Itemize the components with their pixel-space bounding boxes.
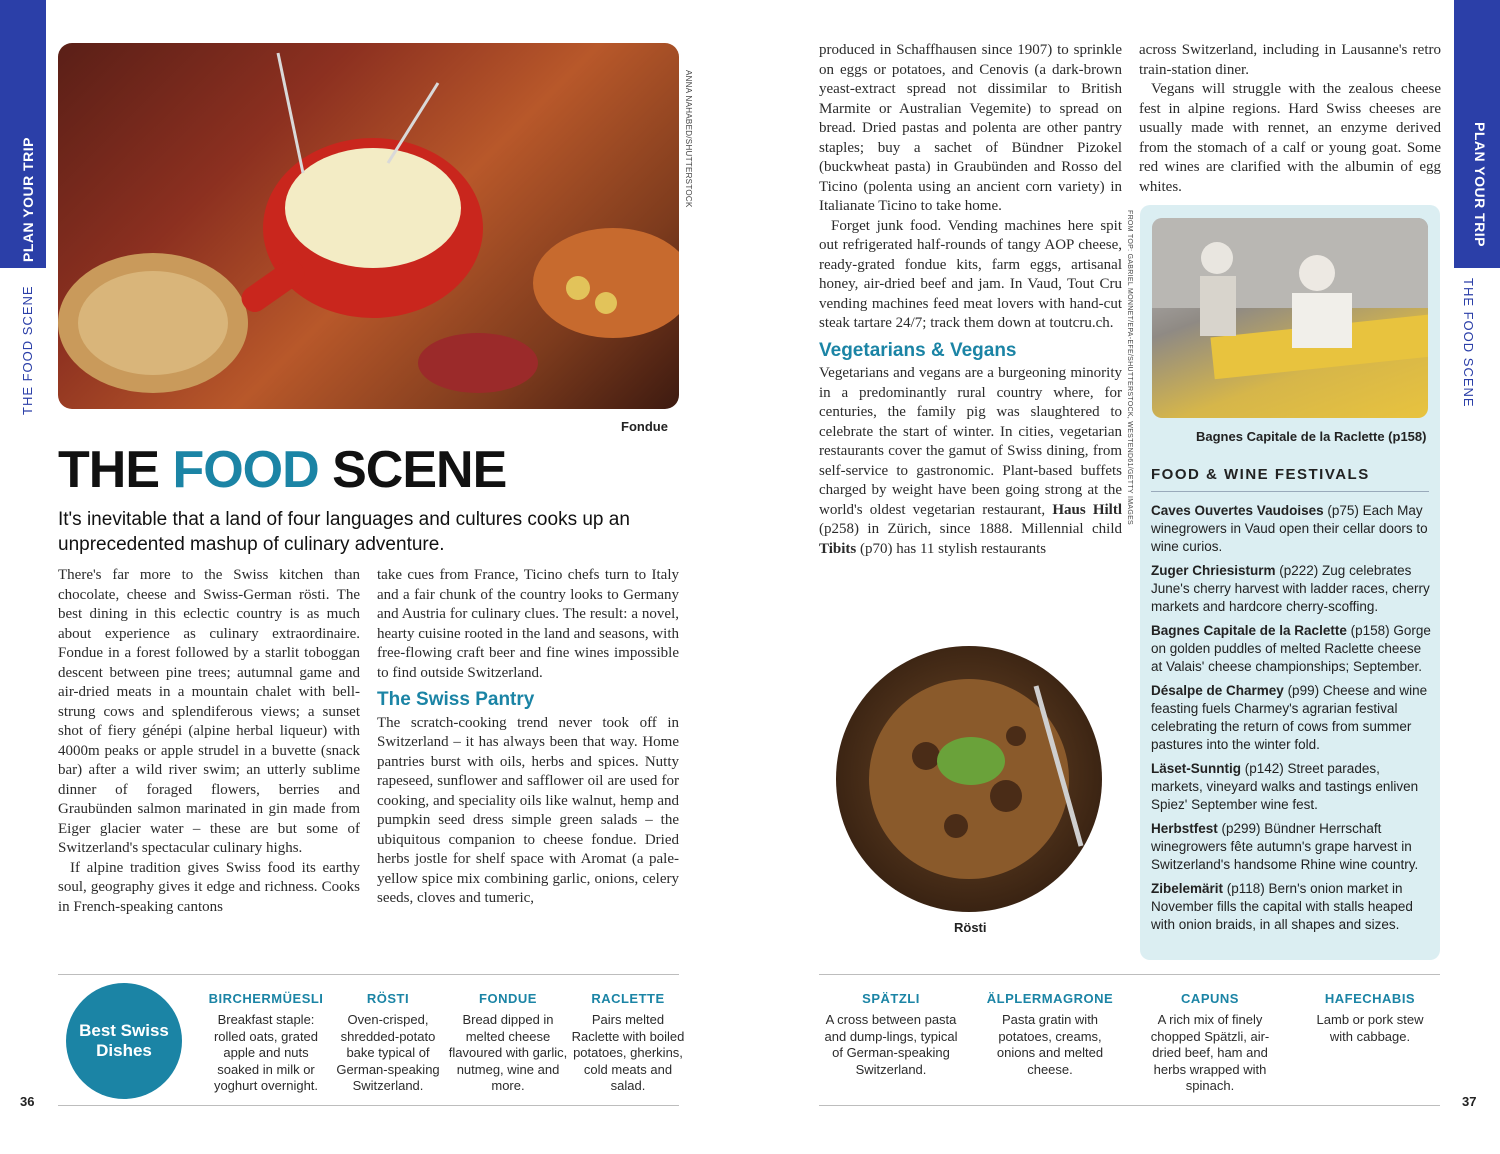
badge-label: Best Swiss Dishes — [79, 1021, 169, 1060]
dish-description: Pasta gratin with potatoes, creams, onions and melted cheese. — [996, 1012, 1104, 1077]
col3-p3-text-c: (p70) has 11 stylish restaurants — [856, 540, 1047, 557]
festival-text: (p142) Street parades, markets, vineyard walks and tastings enliven Spiez' September wine fest. — [1151, 761, 1419, 812]
dish-capuns — [1142, 991, 1278, 1095]
column-1 — [58, 566, 360, 917]
title-part1: THE — [58, 441, 173, 499]
dishes-top-divider-right — [819, 974, 1440, 975]
dish-raclette — [568, 991, 688, 1095]
festival-name: Herbstfest — [1151, 821, 1218, 836]
rosti-illustration — [836, 646, 1102, 912]
col3-p3-text-a: Vegetarians and vegans are a burgeoning minority in a predominantly rural country where, for centuries, the family pig was slaughtered to celebrate the start of winter. In cities, vegetarian restaurants cover the gamut of Swiss dining, from self-service to gastronomic. Plant-based buffets charged by weight have been going strong at the world's oldest vegetarian restaurant, — [819, 365, 1122, 518]
dish-name: RACLETTE — [591, 991, 665, 1006]
festival-text: (p75) Each May winegrowers in Vaud open their cellar doors to wine curios. — [1151, 503, 1428, 554]
festival-item — [1151, 682, 1433, 754]
dish-description: Breakfast staple: rolled oats, grated apple and nuts soaked in milk or yoghurt overnight. — [213, 1012, 319, 1093]
dish-name: BIRCHERMÜESLI — [208, 991, 324, 1006]
dish-fondue — [448, 991, 568, 1095]
dishes-top-divider-left — [58, 974, 679, 975]
festival-item — [1151, 562, 1433, 616]
festival-item — [1151, 880, 1433, 934]
festival-name: Zibelemärit — [1151, 881, 1224, 896]
dish-birchermuesli — [206, 991, 326, 1095]
festival-text: (p299) Bündner Herrschaft winegrowers fête autumn's grape harvest in Switzerland's handsome Rhine wine country. — [1151, 821, 1419, 872]
rosti-photo — [836, 646, 1102, 912]
festival-name: Caves Ouvertes Vaudoises — [1151, 503, 1324, 518]
column-2 — [377, 566, 679, 909]
col3-paragraph-1: produced in Schaffhausen since 1907) to sprinkle on eggs or potatoes, and Cenovis (a dark-brown yeast-extract spread not dissimilar to British Marmite or Australian Vegemite) to spread on bread. Dried pastas and polenta are other pantry staples; buy a sachet of Bündner Pizokel (buckwheat pasta) in Graubünden and Rosso del Ticino (polenta using an ancient corn variety) in Italianate Ticino to take home. — [819, 42, 1122, 214]
dish-description: A rich mix of finely chopped Spätzli, air-dried beef, ham and herbs wrapped with spinach. — [1150, 1012, 1270, 1093]
dish-name: SPÄTZLI — [862, 991, 920, 1006]
col4-paragraph-1: across Switzerland, including in Lausanne's retro train-station diner. — [1139, 42, 1441, 78]
festival-text: (p222) Zug celebrates June's cherry harvest with ladder races, cherry markets and hardcore cherry-scoffing. — [1151, 563, 1430, 614]
best-swiss-dishes-badge — [66, 983, 182, 1099]
festivals-list — [1151, 502, 1433, 940]
dish-name: HAFECHABIS — [1324, 991, 1416, 1006]
vegetarians-heading: Vegetarians & Vegans — [819, 339, 1017, 361]
tab-label-right: PLAN YOUR TRIP — [1472, 122, 1488, 247]
fondue-photo-credit: ANNA NAHABED/SHUTTERSTOCK — [684, 70, 693, 208]
festival-name: Désalpe de Charmey — [1151, 683, 1284, 698]
festival-item — [1151, 622, 1433, 676]
dish-name: FONDUE — [479, 991, 537, 1006]
dish-rosti — [328, 991, 448, 1095]
festival-text: (p118) Bern's onion market in November fills the capital with stalls heaped with onion braids, in all shapes and sizes. — [1151, 881, 1413, 932]
fondue-illustration — [58, 43, 679, 409]
section-label-right: THE FOOD SCENE — [1461, 278, 1476, 408]
section-label-left: THE FOOD SCENE — [20, 285, 35, 415]
plan-your-trip-tab-right — [1454, 0, 1500, 268]
festival-text: (p158) Gorge on golden puddles of melted Raclette cheese at Valais' cheese championships; September. — [1151, 623, 1431, 674]
dish-description: Bread dipped in melted cheese flavoured with garlic, nutmeg, wine and more. — [448, 1012, 568, 1093]
dish-description: Pairs melted Raclette with boiled potatoes, gherkins, cold meats and salad. — [571, 1012, 685, 1093]
tibits-name: Tibits — [819, 540, 857, 557]
fondue-photo — [58, 43, 679, 409]
page-title — [58, 440, 506, 500]
festival-name: Läset-Sunntig — [1151, 761, 1241, 776]
col2-paragraph-2: The scratch-cooking trend never took off in Switzerland – it has always been that way. Home pantries burst with oils, herbs and spices. Nutty rapeseed, sunflower and safflower oil are used for cooking, and speciality oils like walnut, hemp and pumpkin seed dress simple green salads – the ubiquitous companion to cheese fondue. Dried herbs jostle for shelf space with Aromat (a pale-yellow spice mix combining garlic, onions, celery seeds, cloves and tumeric, — [377, 714, 679, 906]
col1-paragraph-1: There's far more to the Swiss kitchen than chocolate, cheese and Swiss-German rösti. The best dining in this eclectic country is as much about experience as culinary extraordinaire. Fondue in a forest followed by a starlit toboggan descent between pine trees; autumnal game and air-dried meats in a mountain chalet with bell-strung cows and splendiferous views; a sunset shot of fiery génépi (alpine herbal liqueur) with 4000m peaks or apple strudel in a buvette (snack bar) after a wild river swim; an utterly sublime dinner of foraged flowers, berries and Graubünden salmon marinated in gin made from Eiger glacier water – these are but some of Switzerland's spectacular culinary highs. — [58, 567, 360, 856]
raclette-photo — [1152, 218, 1428, 418]
festival-name: Bagnes Capitale de la Raclette — [1151, 623, 1347, 638]
fondue-caption: Fondue — [621, 419, 668, 434]
festival-name: Zuger Chriesisturm — [1151, 563, 1276, 578]
page-number-right: 37 — [1462, 1094, 1477, 1109]
right-photo-credit: FROM TOP: GABRIEL MONNET/EPA-EFE/SHUTTERSTOCK, WESTEND61/GETTY IMAGES — [1126, 210, 1133, 526]
plan-your-trip-tab-left — [0, 0, 46, 268]
raclette-caption: Bagnes Capitale de la Raclette (p158) — [1196, 429, 1427, 444]
title-accent: FOOD — [172, 441, 319, 499]
title-part2: SCENE — [318, 441, 507, 499]
festival-text: (p99) Cheese and wine feasting fuels Charmey's agrarian festival celebrating the return of cows from summer pastures into the winter fold. — [1151, 683, 1428, 752]
festival-item — [1151, 502, 1433, 556]
raclette-illustration — [1152, 218, 1428, 418]
page-number-left: 36 — [20, 1094, 35, 1109]
dishes-bottom-divider-right — [819, 1105, 1440, 1106]
intro-text: It's inevitable that a land of four languages and cultures cooks up an unprecedented mashup of culinary adventure. — [58, 509, 630, 555]
dish-description: Lamb or pork stew with cabbage. — [1316, 1012, 1424, 1044]
col4-paragraph-2: Vegans will struggle with the zealous cheese fest in alpine regions. Hard Swiss cheeses are usually made with rennet, an enzyme derived from the stomach of a calf or young goat. Some red wines are clarified with the albumin of egg whites. — [1139, 81, 1441, 195]
dish-name: CAPUNS — [1181, 991, 1239, 1006]
dish-description: Oven-crisped, shredded-potato bake typical of German-speaking Switzerland. — [336, 1012, 440, 1093]
haus-hiltl-name: Haus Hiltl — [1052, 501, 1122, 518]
col1-paragraph-2: If alpine tradition gives Swiss food its earthy soul, geography gives it edge and richness. Cooks in French-speaking cantons — [58, 859, 360, 915]
rosti-caption: Rösti — [954, 920, 987, 935]
dish-description: A cross between pasta and dump-lings, typical of German-speaking Switzerland. — [824, 1012, 958, 1077]
col3-paragraph-3 — [819, 364, 1122, 559]
dish-spatzli — [822, 991, 960, 1078]
dishes-bottom-divider-left — [58, 1105, 679, 1106]
dish-name: ÄLPLERMAGRONE — [986, 991, 1114, 1006]
festivals-heading: FOOD & WINE FESTIVALS — [1151, 466, 1429, 492]
col3-paragraph-2: Forget junk food. Vending machines here spit out refrigerated half-rounds of tangy AOP cheese, ready-grated fondue kits, farm eggs, artisanal honey, air-dried beef and jam. In Vaud, Tout Cru vending machines feed meat lovers with hand-cut steak tartare 24/7; track them down at toutcru.ch. — [819, 217, 1122, 331]
tab-label-left: PLAN YOUR TRIP — [20, 137, 36, 262]
dish-alplermagrone — [986, 991, 1114, 1078]
dish-name: RÖSTI — [366, 991, 410, 1006]
festival-item — [1151, 760, 1433, 814]
col3-p3-text-b: (p258) in Zürich, since 1888. Millennial child — [819, 521, 1122, 537]
dish-hafechabis — [1310, 991, 1430, 1045]
column-3 — [819, 41, 1122, 559]
festival-item — [1151, 820, 1433, 874]
col2-paragraph-1: take cues from France, Ticino chefs turn to Italy and a fair chunk of the country looks to Germany and Austria for culinary clues. The result: a novel, hearty cuisine rooted in the land and seasons, with free-flowing craft beer and fine wines impossible to find outside Switzerland. — [377, 567, 680, 681]
column-4 — [1139, 41, 1441, 197]
swiss-pantry-heading: The Swiss Pantry — [377, 689, 535, 710]
